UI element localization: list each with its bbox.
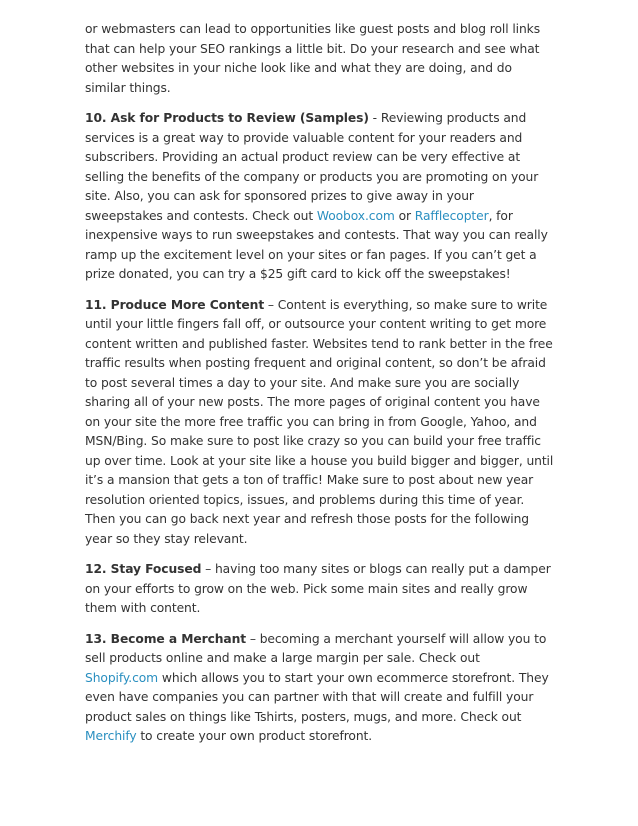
section-heading: 11. Produce More Content (85, 297, 265, 312)
paragraph-text: – becoming a merchant yourself will allow you to sell products online and make a large margin per sale. Check out (85, 631, 547, 665)
rafflecopter-link[interactable]: Rafflecopter (414, 208, 489, 223)
paragraph-text: – having too many sites or blogs can really put a damper on your efforts to grow on the web. Pick some main sites and really grow them with content. (85, 562, 551, 615)
section-heading: 13. Become a Merchant (85, 631, 247, 646)
shopify-link[interactable]: Shopify.com (85, 670, 159, 685)
paragraph-text: – Content is everything, so make sure to write until your little fingers fall off, or outsource your content writing to get more content written and published faster. Websites tend to rank better in the free traffic results when posting frequent and original content, so don’t be afraid to post several times a day to your site. And make sure you are socially sharing all of your new posts. The more pages of original content you have on your site the more free traffic you can bring in from Google, Yahoo, and MSN/Bing. So make sure to post like crazy so you can build your free traffic up over time. Look at your site like a house you build bigger and bigger, until it’s a mansion that gets a ton of traffic! Make sure to post about new year resolution oriented topics, issues, and problems during this time of year. Then you can go back next year and refresh those posts for the following year so they stay relevant. (85, 297, 554, 546)
section-heading: 12. Stay Focused (85, 562, 202, 576)
paragraph-intro-continuation (85, 20, 555, 98)
merchify-link[interactable]: Merchify (85, 729, 137, 743)
section-heading: 10. Ask for Products to Review (Samples) (85, 111, 369, 125)
paragraph-produce-more-content (85, 296, 555, 550)
paragraph-text: or (394, 208, 415, 223)
paragraph-stay-focused (85, 560, 555, 619)
woobox-link[interactable]: Woobox.com (316, 208, 395, 223)
document-page (85, 20, 555, 758)
paragraph-text: , for inexpensive ways to run sweepstakes and contests. That way you can really ramp up the excitement level on your sites or fan pages. If you can’t get a prize donated, you can try a $25 gift card to kick off the sweepstakes! (85, 208, 548, 281)
paragraph-text: or webmasters can lead to opportunities like guest posts and blog roll links that can help your SEO rankings a little bit. Do your research and see what other websites in your niche look like and what they are doing, and do similar things. (85, 22, 541, 95)
paragraph-ask-for-products (85, 109, 555, 285)
paragraph-text: to create your own product storefront. (136, 729, 373, 743)
paragraph-text: - Reviewing products and services is a great way to provide valuable content for your readers and subscribers. Providing an actual product review can be very effective at selling the benefits of the company or products you are promoting on your site. Also, you can ask for sponsored prizes to give away in your sweepstakes and contests. Check out (85, 111, 539, 223)
paragraph-become-a-merchant (85, 630, 555, 747)
paragraph-text: which allows you to start your own ecommerce storefront. They even have companies you can partner with that will create and fulfill your product sales on things like Tshirts, posters, mugs, and more. Check out (85, 670, 549, 724)
